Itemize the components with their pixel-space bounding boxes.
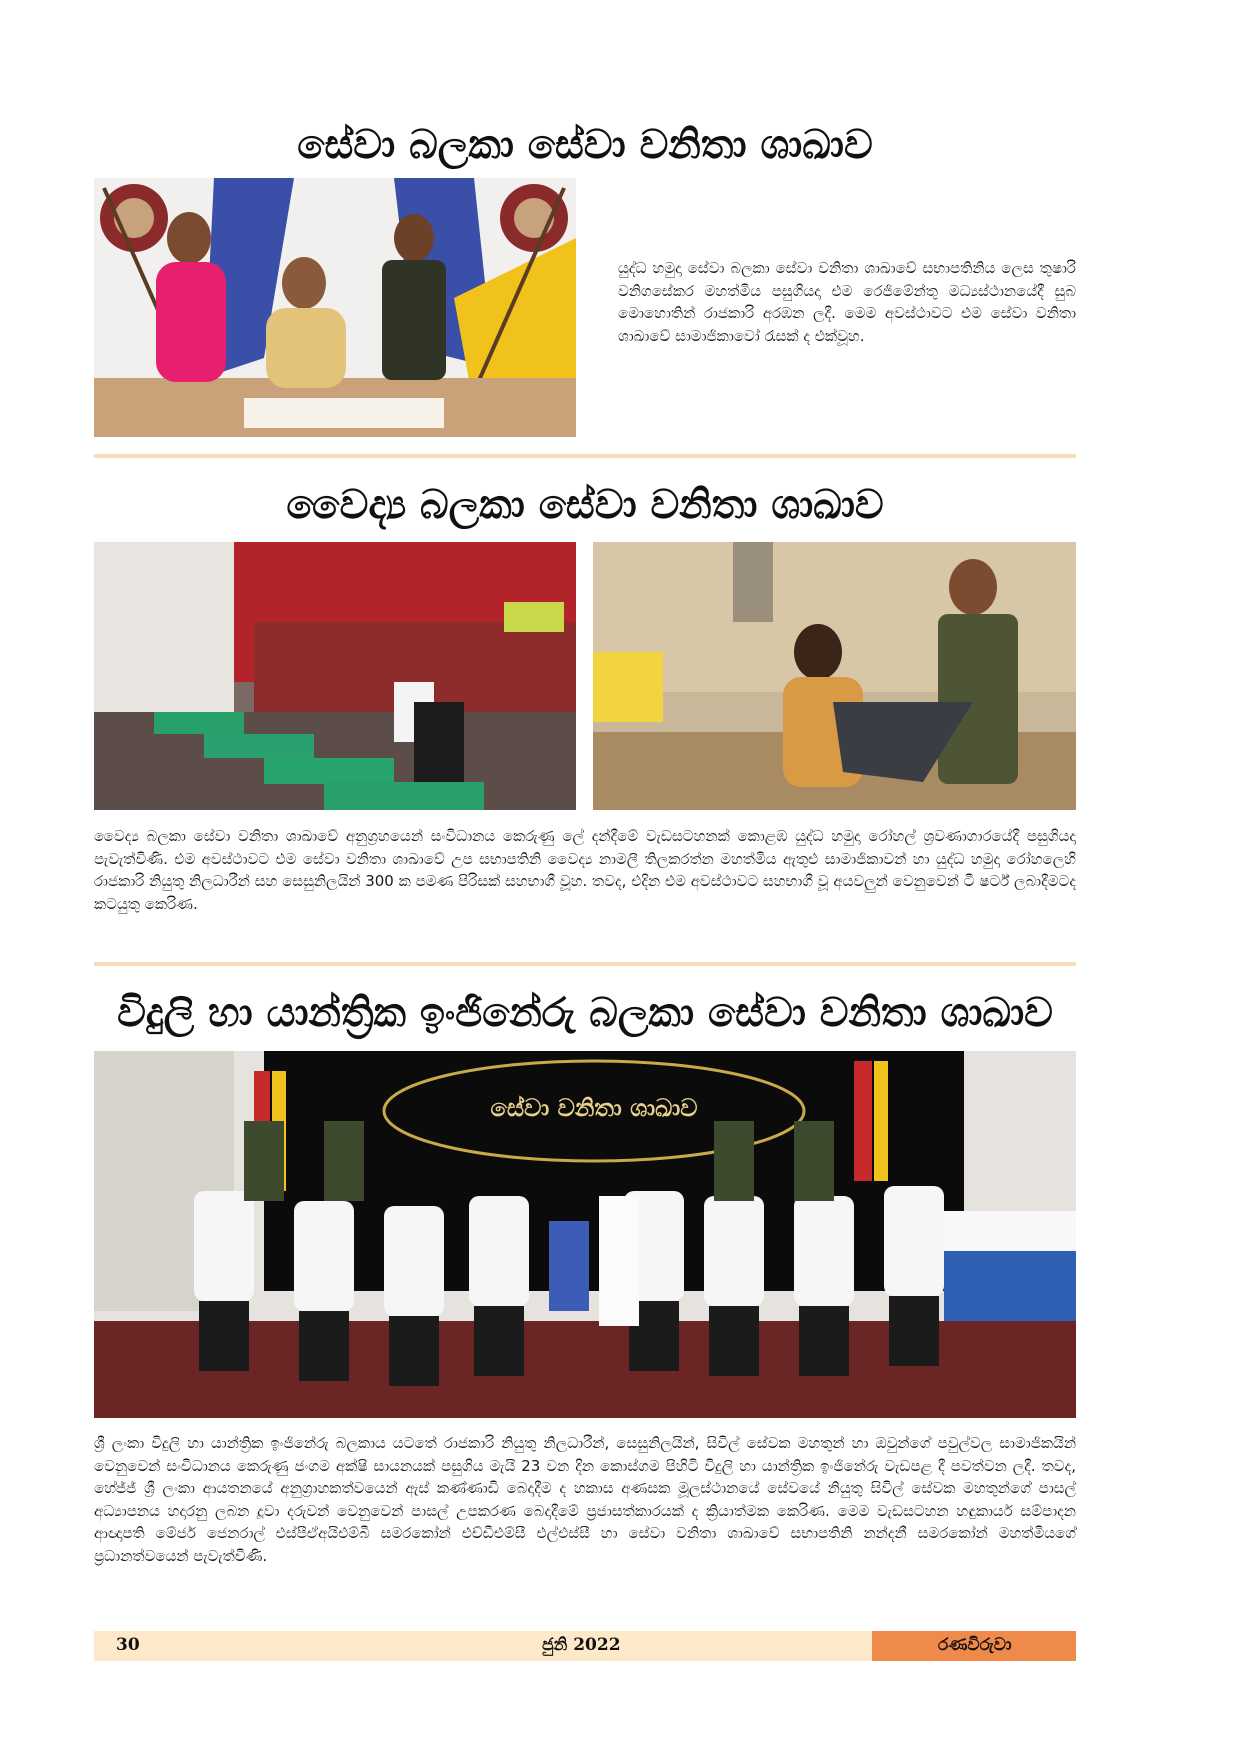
section1-photo [94, 178, 576, 437]
section2-photo-right [593, 542, 1076, 810]
section3-photo [94, 1051, 1076, 1418]
footer-date: ජුනි 2022 [542, 1635, 621, 1655]
section1-title: සේවා බලකා සේවා වනිතා ශාඛාව [297, 122, 873, 168]
page-footer [94, 1631, 1076, 1661]
section1-paragraph: යුද්ධ හමුදා සේවා බලකා සේවා වනිතා ශාඛාවේ සභාපතිනිය ලෙස තුෂාරි වනිගසේකර මහත්මිය පසුගියදා එම රෙජිමේන්තු මධ්‍යස්ථානයේදී සුබ මොහොතින් රාජකාරි අරඹන ලදී. මෙම අවස්ථාවට එම සේවා වනිතා ශාඛාවේ සාමාජිකාවෝ රැසක් ද එක්වූහ. [618, 259, 1076, 345]
page-number: 30 [116, 1635, 140, 1655]
magazine-name: රණවිරුවා [938, 1635, 1012, 1655]
section-divider-2 [94, 962, 1076, 966]
section2-title: වෛද්‍ය බලකා සේවා වනිතා ශාඛාව [286, 482, 884, 528]
section2-photo-left [94, 542, 576, 810]
section3-photo-banner: සේවා වනිතා ශාඛාව [490, 1094, 698, 1122]
section3-paragraph: ශ්‍රී ලංකා විදුලි හා යාන්ත්‍රික ඉංජිනේරු බලකාය යටතේ රාජකාරි නියුතු නිලධාරීන්, සෙසුනිලයින්, සිවිල් සේවක මහතුන් හා ඔවුන්ගේ පවුල්වල සාමාජිකයින් වෙනුවෙන් සංවිධානය කෙරුණු ජංගම අක්ෂි සායනයක් පසුගිය මැයි 23 වන දින කොස්ගම පිහිටි විදුලි හා යාන්ත්‍රික ඉංජිනේරු වැඩපළ දී පවත්වන ලදී. තවද, හේජ්ජ් ශ්‍රී ලංකා ආයතනයේ අනුග්‍රාහකත්වයෙන් ඇස් කණ්ණාඩි බෙදාදීම ද හකාස අණසක මූලස්ථානයේ සේවයේ නියුතු සිවිල් සේවක මහතුන්ගේ පාසල් අධ්‍යාපනය හදාරනු ලබන දූවා දරුවන් වෙනුවෙන් පාසල් උපකරණ බෙදාදීමේ ප්‍රජාසත්කාරයක් ද ක්‍රියාත්මක කෙරිණ. මෙම වැඩසටහන හඳුකාර්ය සම්පාදන ආඥාපති මේජර් ජෙනරාල් එස්පීඒඅයිඑම්බී සමරකෝන් එච්ඩීඑම්සී එල්එස්සී හා සේවා වනිතා ශාඛාවේ සභාපතිනි නන්දනී සමරකෝන් මහත්මියගේ ප්‍රධානත්වයෙන් පැවැත්විණි. [94, 1434, 1076, 1565]
section2-paragraph: වෛද්‍ය බලකා සේවා වනිතා ශාඛාවේ අනුග්‍රහයෙන් සංවිධානය කෙරුණු ලේ දන්දීමේ වැඩසටහනක් කොළඹ යුද්ධ හමුදා රෝහල් ශ්‍රවණාගාරයේදී පසුගියදා පැවැත්විණි. එම අවස්ථාවට එම සේවා වනිතා ශාඛාවේ උප සභාපතිනි වෛද්‍ය නාමලී තිලකරත්න මහත්මිය ඇතුළු සාමාජිකාවන් හා යුද්ධ හමුදා රෝහලෙහි රාජකාරි නියුතු නිලධාරීන් සහ සෙසුනිලයින් 300 ක පමණ පිරිසක් සහභාගී වූහ. තවද, එදින එම අවස්ථාවට සහභාගී වූ අයවලුන් වෙනුවෙන් ටී ෂර්ට් ලබාදීමටද කටයුතු කෙරිණ. [94, 827, 1076, 913]
section3-title: විදුලි හා යාන්ත්‍රික ඉංජිනේරු බලකා සේවා වනිතා ශාඛාව [117, 990, 1053, 1036]
section-divider-1 [94, 454, 1076, 458]
